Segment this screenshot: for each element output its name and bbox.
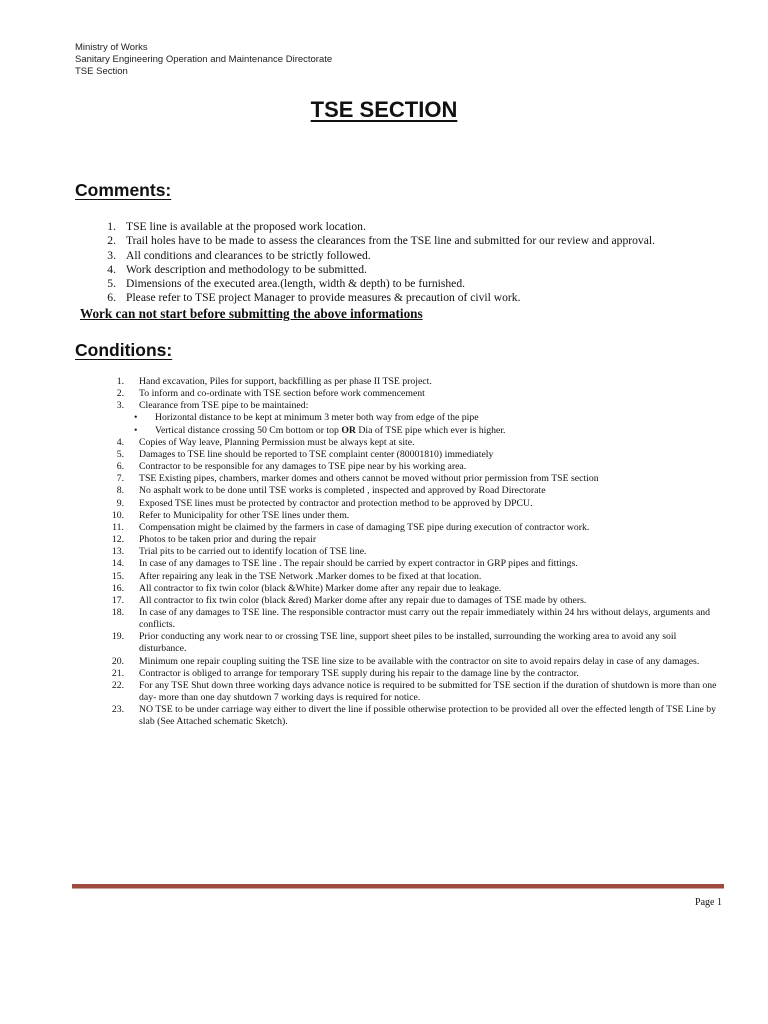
page-number: Page 1 bbox=[695, 897, 722, 908]
letterhead bbox=[75, 42, 332, 78]
list-item: 5. Damages to TSE line should be reported to TSE complaint center (80001810) immediately bbox=[116, 448, 494, 460]
list-item: 1. Hand excavation, Piles for support, backfilling as per phase II TSE project. bbox=[116, 376, 432, 387]
warning-notice: Work can not start before submitting the above informations bbox=[80, 306, 423, 321]
list-item: 5. Dimensions of the executed area.(length, width & depth) to be furnished. bbox=[107, 277, 466, 291]
list-item: 21. Contractor is obliged to arrange for temporary TSE supply during his repair to the damage line by the contractor. bbox=[111, 667, 579, 679]
list-item: 2. Trail holes have to be made to assess the clearances from the TSE line and submitted for our review and approval. bbox=[107, 234, 655, 248]
list-item: 19. Prior conducting any work near to or crossing TSE line, support sheet piles to be installed, surrounding the working area to avoid any soil disturbance. bbox=[111, 631, 677, 655]
comments-heading: Comments: bbox=[75, 180, 172, 200]
list-item: 22. For any TSE Shut down three working days advance notice is required to be submitted for TSE section if the duration of shutdown is more than one day- more than one day shutdown 7 working days is required for notice. bbox=[111, 679, 717, 704]
bullet-icon: • bbox=[134, 412, 138, 424]
list-item: 18. In case of any damages to TSE line. The responsible contractor must carry out the repair immediately within 24 hrs without delays, arguments and conflicts. bbox=[111, 606, 711, 631]
list-item: 3. All conditions and clearances to be strictly followed. bbox=[107, 248, 371, 262]
list-item: 3. Clearance from TSE pipe to be maintained: • Horizontal distance to be kept at minimum 3 meter both way from edge of the pipe • Vertical distance crossing 50 Cm bottom or top OR Dia of TSE pipe which ever is higher. bbox=[108, 400, 718, 436]
list-item: 9. Exposed TSE lines must be protected by contractor and protection method to be approved by DPCU. bbox=[116, 497, 533, 509]
list-item: 7. TSE Existing pipes, chambers, marker domes and others cannot be moved without prior permission from TSE section bbox=[116, 473, 599, 485]
sub-list-item: • Horizontal distance to be kept at minimum 3 meter both way from edge of the pipe bbox=[134, 412, 479, 424]
list-item: 6. Contractor to be responsible for any damages to TSE pipe near by his working area. bbox=[116, 461, 467, 473]
list-item: 15. After repairing any leak in the TSE Network .Marker domes to be fixed at that location. bbox=[111, 570, 482, 582]
list-item: 11. Compensation might be claimed by the farmers in case of damaging TSE pipe during execution of contractor work. bbox=[112, 521, 590, 533]
list-item: 16. All contractor to fix twin color (black &White) Marker dome after any repair due to leakage. bbox=[111, 582, 502, 594]
clearance-sublist bbox=[108, 412, 718, 436]
list-item: 17. All contractor to fix twin color (black &red) Marker dome after any repair due to damages of TSE made by others. bbox=[111, 594, 587, 606]
list-item: 4. Copies of Way leave, Planning Permission must be always kept at site. bbox=[116, 436, 415, 448]
list-item: 2. To inform and co-ordinate with TSE section before work commencement bbox=[116, 388, 425, 400]
sub-list-item: • Vertical distance crossing 50 Cm bottom or top OR Dia of TSE pipe which ever is higher. bbox=[134, 424, 506, 436]
list-item: 4. Work description and methodology to be submitted. bbox=[107, 262, 367, 276]
list-item: 23. NO TSE to be under carriage way either to divert the line if possible otherwise protection to be provided all over the effected length of TSE Line by slab (See Attached schematic Sketch). bbox=[111, 704, 716, 728]
conditions-heading: Conditions: bbox=[75, 340, 173, 360]
section-name: TSE Section bbox=[75, 66, 128, 77]
list-item: 12. Photos to be taken prior and during the repair bbox=[111, 534, 317, 546]
ministry-name: Ministry of Works bbox=[75, 42, 148, 53]
bullet-icon: • bbox=[134, 424, 138, 436]
list-item: 14. In case of any damages to TSE line . The repair should be carried by expert contractor in GRP pipes and fittings. bbox=[111, 558, 578, 570]
conditions-list bbox=[108, 376, 718, 729]
footer-divider-thin bbox=[72, 888, 724, 889]
list-item: 20. Minimum one repair coupling suiting the TSE line size to be available with the contractor on site to avoid repairs delay in case of any damages. bbox=[111, 655, 700, 667]
directorate-name: Sanitary Engineering Operation and Maintenance Directorate bbox=[75, 54, 333, 65]
list-item: 13. Trial pits to be carried out to identify location of TSE line. bbox=[111, 546, 367, 558]
list-item: 8. No asphalt work to be done until TSE works is completed , inspected and approved by Road Directorate bbox=[116, 485, 546, 497]
list-item: 1. TSE line is available at the proposed work location. bbox=[107, 220, 366, 233]
page-title: TSE SECTION bbox=[310, 97, 458, 122]
comments-list bbox=[100, 220, 740, 306]
list-item: 10. Refer to Municipality for other TSE lines under them. bbox=[111, 509, 350, 521]
list-item: 6. Please refer to TSE project Manager to provide measures & precaution of civil work. bbox=[107, 291, 521, 305]
